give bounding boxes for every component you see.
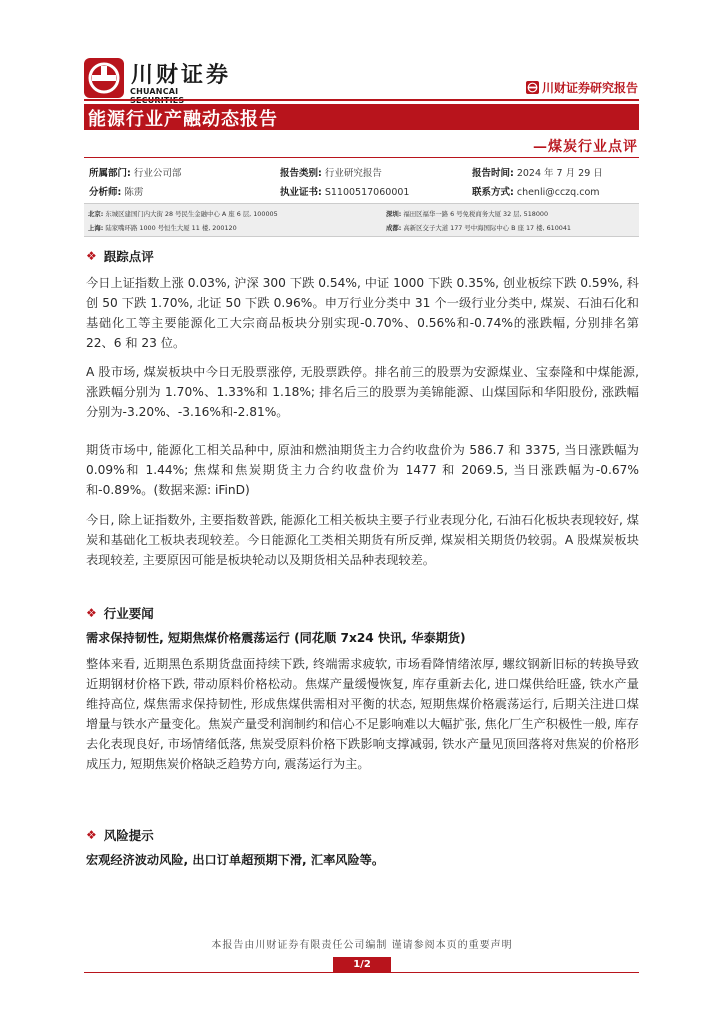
section-news-title: 行业要闻: [103, 606, 154, 621]
type-label: 报告类别:: [280, 168, 322, 179]
section-risk-heading: [86, 826, 154, 844]
cert-field: [280, 184, 409, 198]
brand-name-en: CHUANCAI: [130, 87, 179, 96]
report-subtitle: —煤炭行业点评: [533, 139, 638, 155]
contact-label: 联系方式:: [472, 187, 514, 198]
address-shenzhen-value: 福田区福华一路 6 号免税商务大厦 32 层, 518000: [403, 210, 549, 218]
address-shanghai-value: 陆家嘴环路 1000 号恒生大厦 11 楼, 200120: [105, 224, 237, 232]
section-tracking-heading: [86, 247, 154, 265]
subtitle-rule: [84, 157, 639, 158]
address-shanghai-label: 上海:: [88, 224, 104, 232]
series-label-text: 川财证券研究报告: [541, 81, 638, 95]
chuancai-logo-icon: [84, 58, 124, 98]
diamond-bullet-icon: ❖: [86, 828, 97, 842]
time-value: 2024 年 7 月 29 日: [516, 168, 603, 179]
analyst-value: 陈雳: [124, 187, 144, 198]
risk-body: 宏观经济波动风险, 出口订单超预期下滑, 汇率风险等。: [86, 853, 385, 867]
type-value: 行业研究报告: [324, 168, 382, 179]
address-beijing-value: 东城区建国门内大街 28 号民生金融中心 A 座 6 层, 100005: [105, 210, 278, 218]
news-headline: 需求保持韧性, 短期焦煤价格震荡运行 (同花顺 7x24 快讯, 华泰期货): [86, 631, 466, 645]
footer-rule: [84, 972, 639, 973]
analyst-label: 分析师:: [89, 187, 122, 198]
address-chengdu: [386, 223, 571, 232]
tracking-paragraph-3: 期货市场中, 能源化工相关品种中, 原油和燃油期货主力合约收盘价为 586.7 和 3375, 当日涨跌幅为 0.09%和 1.44%; 焦煤和焦炭期货主力合约收盘价为 1477 和 2069.5, 当日涨跌幅为-0.67%和-0.89%。(数据来源: iFinD): [86, 443, 639, 497]
type-field: [280, 165, 382, 179]
report-title: 能源行业产融动态报告: [88, 109, 278, 130]
section-risk-title: 风险提示: [103, 828, 154, 843]
address-beijing-label: 北京:: [88, 210, 104, 218]
tracking-paragraph-4: 今日, 除上证指数外, 主要指数普跌, 能源化工相关板块主要子行业表现分化, 石油石化板块表现较好, 煤炭和基础化工板块表现较差。今日能源化工类相关期货有所反弹, 煤炭相关期货仍较弱。A 股煤炭板块表现较差, 主要原因可能是板块轮动以及期货相关品种表现较差。: [86, 513, 639, 567]
analyst-field: [89, 184, 143, 198]
diamond-bullet-icon: ❖: [86, 249, 97, 263]
mini-logo-icon: [526, 81, 539, 94]
dept-value: 行业公司部: [133, 168, 182, 179]
address-beijing: [88, 209, 278, 218]
time-field: [472, 165, 603, 179]
office-addresses: [84, 203, 639, 237]
report-series-label: [526, 79, 638, 96]
address-shenzhen-label: 深圳:: [386, 210, 402, 218]
footer-disclaimer: 本报告由川财证券有限责任公司编制 谨请参阅本页的重要声明: [211, 940, 513, 951]
info-row-2: [89, 184, 637, 200]
page-number: 1/2: [333, 957, 391, 973]
brand-name-cn: 川财证券: [131, 62, 232, 88]
address-chengdu-label: 成都:: [386, 224, 402, 232]
contact-value[interactable]: chenli@cczq.com: [516, 187, 600, 198]
time-label: 报告时间:: [472, 168, 514, 179]
cert-value: S1100517060001: [324, 187, 410, 198]
section-tracking-title: 跟踪点评: [103, 249, 154, 264]
info-row-1: [89, 165, 637, 181]
address-chengdu-value: 高新区交子大道 177 号中海国际中心 B 座 17 楼, 610041: [403, 224, 572, 232]
title-bar: [84, 104, 639, 130]
tracking-paragraph-1: 今日上证指数上涨 0.03%, 沪深 300 下跌 0.54%, 中证 1000 下跌 0.35%, 创业板综下跌 0.59%, 科创 50 下跌 1.70%, 北证 50 下跌 0.96%。申万行业分类中 31 个一级行业分类中, 煤炭、石油石化和基础化工等主要能源化工大宗商品板块分别实现-0.70%、0.56%和-0.74%的涨跌幅, 分别排名第 22、6 和 23 位。: [86, 276, 639, 350]
diamond-bullet-icon: ❖: [86, 606, 97, 620]
contact-field: [472, 184, 600, 198]
company-logo: [84, 56, 234, 100]
address-shanghai: [88, 223, 237, 232]
dept-label: 所属部门:: [89, 168, 131, 179]
cert-label: 执业证书:: [280, 187, 322, 198]
dept-field: [89, 165, 181, 179]
header-rule: [84, 99, 639, 101]
news-body: 整体来看, 近期黑色系期货盘面持续下跌, 终端需求疲软, 市场看降情绪浓厚, 螺纹钢新旧标的转换导致近期钢材价格下跌, 带动原料价格松动。焦煤产量缓慢恢复, 库存重新去化, 进口煤供给旺盛, 铁水产量维持高位, 煤焦需求保持韧性, 形成焦煤供需相对平衡的状态, 短期焦煤价格震荡运行, 后期关注进口煤增量与铁水产量变化。焦炭产量受利润制约和信心不足影响难以大幅扩张, 焦化厂生产积极性一般, 库存去化表现良好, 市场情绪低落, 焦炭受原料价格下跌影响支撑减弱, 铁水产量见顶回落将对焦炭的价格形成压力, 短期焦炭价格缺乏趋势方向, 震荡运行为主。: [86, 657, 639, 771]
tracking-paragraph-2: A 股市场, 煤炭板块中今日无股票涨停, 无股票跌停。排名前三的股票为安源煤业、宝泰隆和中煤能源, 涨跌幅分别为 1.70%、1.33%和 1.18%; 排名后三的股票为美锦能源、山煤国际和华阳股份, 涨跌幅分别为-3.20%、-3.16%和-2.81%。: [86, 365, 639, 419]
section-news-heading: [86, 604, 154, 622]
address-shenzhen: [386, 209, 548, 218]
